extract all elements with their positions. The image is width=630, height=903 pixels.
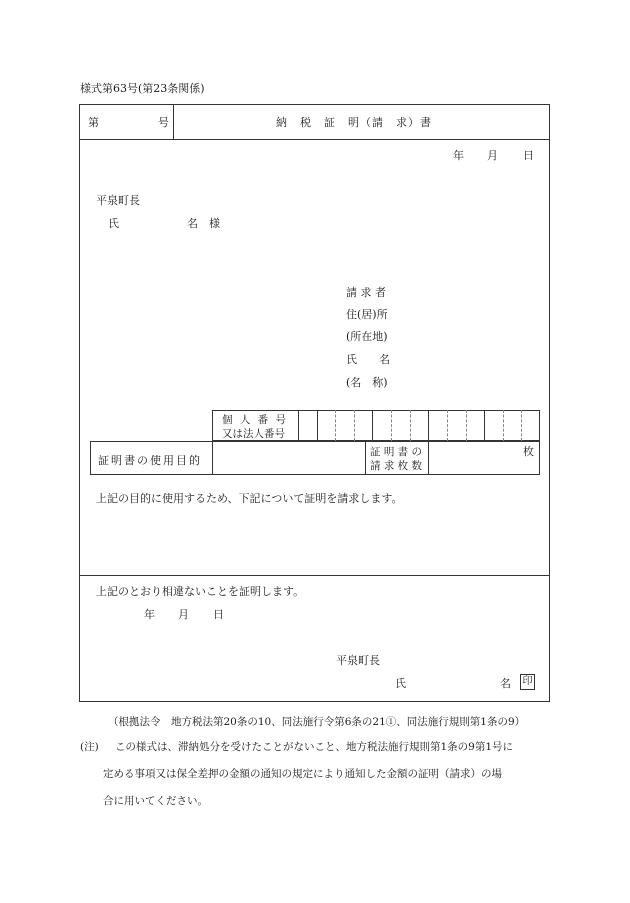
- cert-year: 年: [144, 608, 155, 621]
- requester-label: 請 求 者: [346, 286, 386, 299]
- note-line-2: 定める事項又は保全差押の金額の通知の規定により通知した金額の証明（請求）の場: [103, 768, 502, 780]
- id-grid-divider: [298, 410, 299, 441]
- title-divider: [79, 139, 550, 140]
- seal-mark: 印: [520, 674, 535, 690]
- count-unit: 枚: [523, 445, 534, 458]
- cert-month: 月: [178, 608, 189, 621]
- count-label-2: 請 求 枚 数: [370, 460, 423, 472]
- count-input[interactable]: [429, 442, 519, 474]
- issuer-name-mei: 名: [500, 677, 511, 690]
- note-line-3: 合に用いてください。: [103, 795, 208, 807]
- id-number-label-2: 又は法人番号: [222, 428, 285, 440]
- requester-corp-name-label: (名 称): [346, 376, 388, 389]
- id-digit-cell-divider: [317, 410, 318, 441]
- addressee-name-mei: 名: [187, 217, 198, 230]
- id-digit-cell-divider: [354, 410, 355, 441]
- id-digit-cell-divider: [391, 410, 392, 441]
- certify-statement: 上記のとおり相違ないことを証明します。: [96, 585, 305, 598]
- id-digit-cell-divider: [335, 410, 336, 441]
- requester-address-label: 住(居)所: [346, 308, 388, 321]
- purpose-divider-2: [365, 441, 366, 475]
- addressee-name-shi: 氏: [108, 217, 119, 230]
- count-label-1: 証 明 書 の: [370, 446, 423, 458]
- date-year: 年: [453, 149, 464, 162]
- issuer-name-shi: 氏: [395, 677, 406, 690]
- date-day: 日: [523, 149, 534, 162]
- legal-basis: （根拠法令 地方税法第20条の10、同法施行令第6条の21①、同法施行規則第1条の9）: [108, 716, 526, 728]
- title-number-divider: [173, 104, 174, 139]
- purpose-label: 証明書の使用目的: [98, 454, 202, 467]
- cert-day: 日: [213, 608, 224, 621]
- purpose-input[interactable]: [213, 442, 364, 474]
- id-digit-cell-divider: [466, 410, 467, 441]
- id-digit-cell-divider: [372, 410, 373, 441]
- number-label-go: 号: [158, 116, 169, 129]
- id-digit-cell-divider: [521, 410, 522, 441]
- form-number: 様式第63号(第23条関係): [80, 82, 205, 95]
- requester-name-label: 氏 名: [346, 353, 390, 366]
- date-month: 月: [487, 149, 498, 162]
- requester-location-label: (所在地): [346, 330, 388, 343]
- id-digit-cell-divider: [447, 410, 448, 441]
- note-label: (注): [80, 741, 99, 753]
- id-digit-cell-divider: [484, 410, 485, 441]
- id-digit-cell-divider: [410, 410, 411, 441]
- form-title: 納 税 証 明（請 求）書: [276, 116, 432, 129]
- addressee-honorific: 様: [209, 217, 220, 230]
- certification-divider: [79, 575, 550, 576]
- id-number-label-1: 個 人 番 号: [222, 414, 289, 426]
- id-digit-cell-divider: [503, 410, 504, 441]
- request-statement: 上記の目的に使用するため、下記について証明を請求します。: [96, 492, 403, 505]
- addressee-office: 平泉町長: [96, 194, 140, 207]
- number-label-dai: 第: [88, 116, 99, 129]
- id-digit-cell-divider: [428, 410, 429, 441]
- issuer-office: 平泉町長: [336, 654, 380, 667]
- note-line-1: この様式は、滞納処分を受けたことがないこと、地方税法施行規則第1条の9第1号に: [115, 741, 514, 753]
